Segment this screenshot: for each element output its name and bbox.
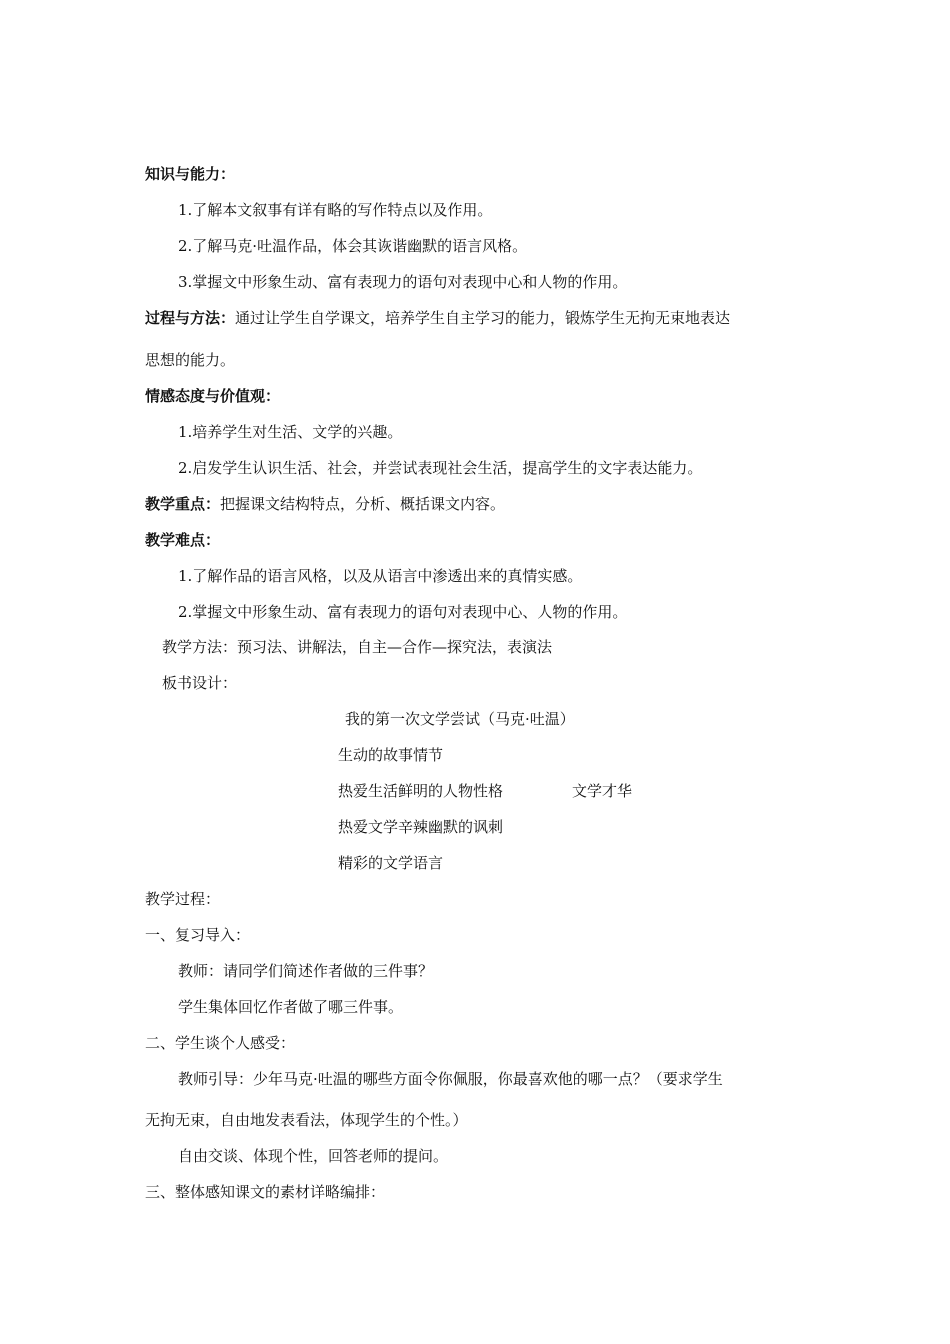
key-heading: 教学重点： xyxy=(145,495,221,513)
emotion-heading: 情感态度与价值观： xyxy=(145,387,281,405)
difficulty-item-1: 1.了解作品的语言风格，以及从语言中渗透出来的真情实感。 xyxy=(178,567,583,585)
emotion-item-1: 1.培养学生对生活、文学的兴趣。 xyxy=(178,423,403,441)
knowledge-item-1: 1.了解本文叙事有详有略的写作特点以及作用。 xyxy=(178,201,493,219)
board-line-4: 精彩的文学语言 xyxy=(338,854,444,872)
section-3-heading: 三、整体感知课文的素材详略编排： xyxy=(145,1183,386,1201)
difficulty-heading: 教学难点： xyxy=(145,531,221,549)
section-2-text: 教师引导：少年马克·吐温的哪些方面令你佩服，你最喜欢他的哪一点？（要求学生 xyxy=(178,1070,723,1088)
process-text: 通过让学生自学课文，培养学生自主学习的能力，锻炼学生无拘无束地表达 xyxy=(235,309,731,327)
key-paragraph xyxy=(145,494,505,514)
board-right-label: 文学才华 xyxy=(572,782,633,800)
board-line-3: 热爱文学辛辣幽默的讽刺 xyxy=(338,818,504,836)
board-title: 我的第一次文学尝试（马克·吐温） xyxy=(345,710,575,728)
section-2-text-cont: 无拘无束，自由地发表看法，体现学生的个性。） xyxy=(145,1111,468,1129)
process-paragraph xyxy=(145,308,730,328)
section-2-heading: 二、学生谈个人感受： xyxy=(145,1034,296,1052)
procedure-label: 教学过程： xyxy=(145,890,221,908)
section-2-response: 自由交谈、体现个性，回答老师的提问。 xyxy=(178,1147,449,1165)
section-1-heading: 一、复习导入： xyxy=(145,926,251,944)
emotion-item-2: 2.启发学生认识生活、社会，并尝试表现社会生活，提高学生的文字表达能力。 xyxy=(178,459,703,477)
section-1-item-1: 教师：请同学们简述作者做的三件事？ xyxy=(178,962,434,980)
key-text: 把握课文结构特点，分析、概括课文内容。 xyxy=(220,495,506,513)
difficulty-item-2: 2.掌握文中形象生动、富有表现力的语句对表现中心、人物的作用。 xyxy=(178,603,628,621)
teaching-method: 教学方法：预习法、讲解法，自主—合作—探究法，表演法 xyxy=(162,638,553,656)
process-heading: 过程与方法： xyxy=(145,309,236,327)
board-line-2: 热爱生活鲜明的人物性格 xyxy=(338,782,504,800)
board-label: 板书设计： xyxy=(162,674,238,692)
section-1-item-2: 学生集体回忆作者做了哪三件事。 xyxy=(178,998,404,1016)
knowledge-item-3: 3.掌握文中形象生动、富有表现力的语句对表现中心和人物的作用。 xyxy=(178,273,628,291)
knowledge-item-2: 2.了解马克·吐温作品，体会其诙谐幽默的语言风格。 xyxy=(178,237,528,255)
knowledge-heading: 知识与能力： xyxy=(145,165,236,183)
process-text-cont: 思想的能力。 xyxy=(145,351,236,369)
board-line-1: 生动的故事情节 xyxy=(338,746,444,764)
